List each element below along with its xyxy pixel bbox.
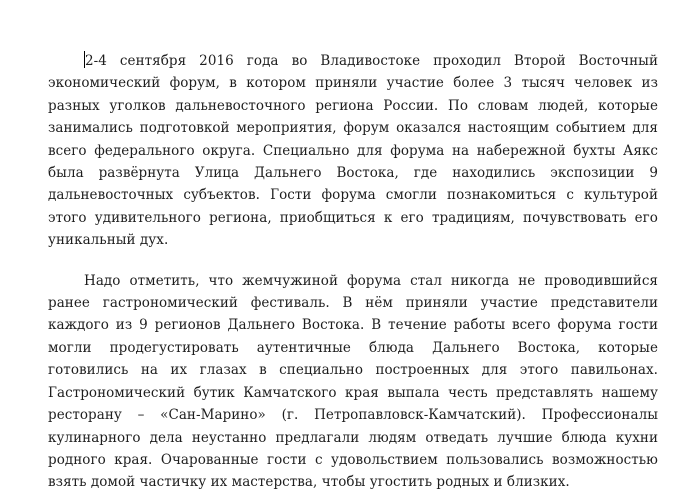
- paragraph-1-text: 2-4 сентября 2016 года во Владивостоке проходил Второй Восточный экономический форум, в котором приняли участие более 3 тысяч человек из разных уголков дальневосточного региона России. По словам людей, которые занимались подготовкой мероприятия, форум оказался настоящим событием для всего федерального округа. Специально для форума на набережной бухты Аякс была развёрнута Улица Дальнего Востока, где находились экспозиции 9 дальневосточных субъектов. Гости форума смогли познакомиться с культурой этого удивительного региона, приобщиться к его традициям, почувствовать его уникальный дух.: [48, 53, 658, 249]
- paragraph-2-text: Надо отметить, что жемчужиной форума стал никогда не проводившийся ранее гастрономический фестиваль. В нём приняли участие представители каждого из 9 регионов Дальнего Востока. В течение работы всего форума гости могли продегустировать аутентичные блюда Дальнего Востока, которые готовились на их глазах в специально построенных для этого павильонах. Гастрономический бутик Камчатского края выпала честь представлять нашему ресторану – «Сан-Марино» (г. Петропавловск-Камчатский). Профессионалы кулинарного дела неустанно предлагали людям отведать лучшие блюда кухни родного края. Очарованные гости с удовольствием пользовались возможностью взять домой частичку их мастерства, чтобы угостить родных и близких.: [48, 272, 658, 491]
- paragraph-1[interactable]: [48, 50, 658, 252]
- paragraph-2[interactable]: [48, 270, 658, 494]
